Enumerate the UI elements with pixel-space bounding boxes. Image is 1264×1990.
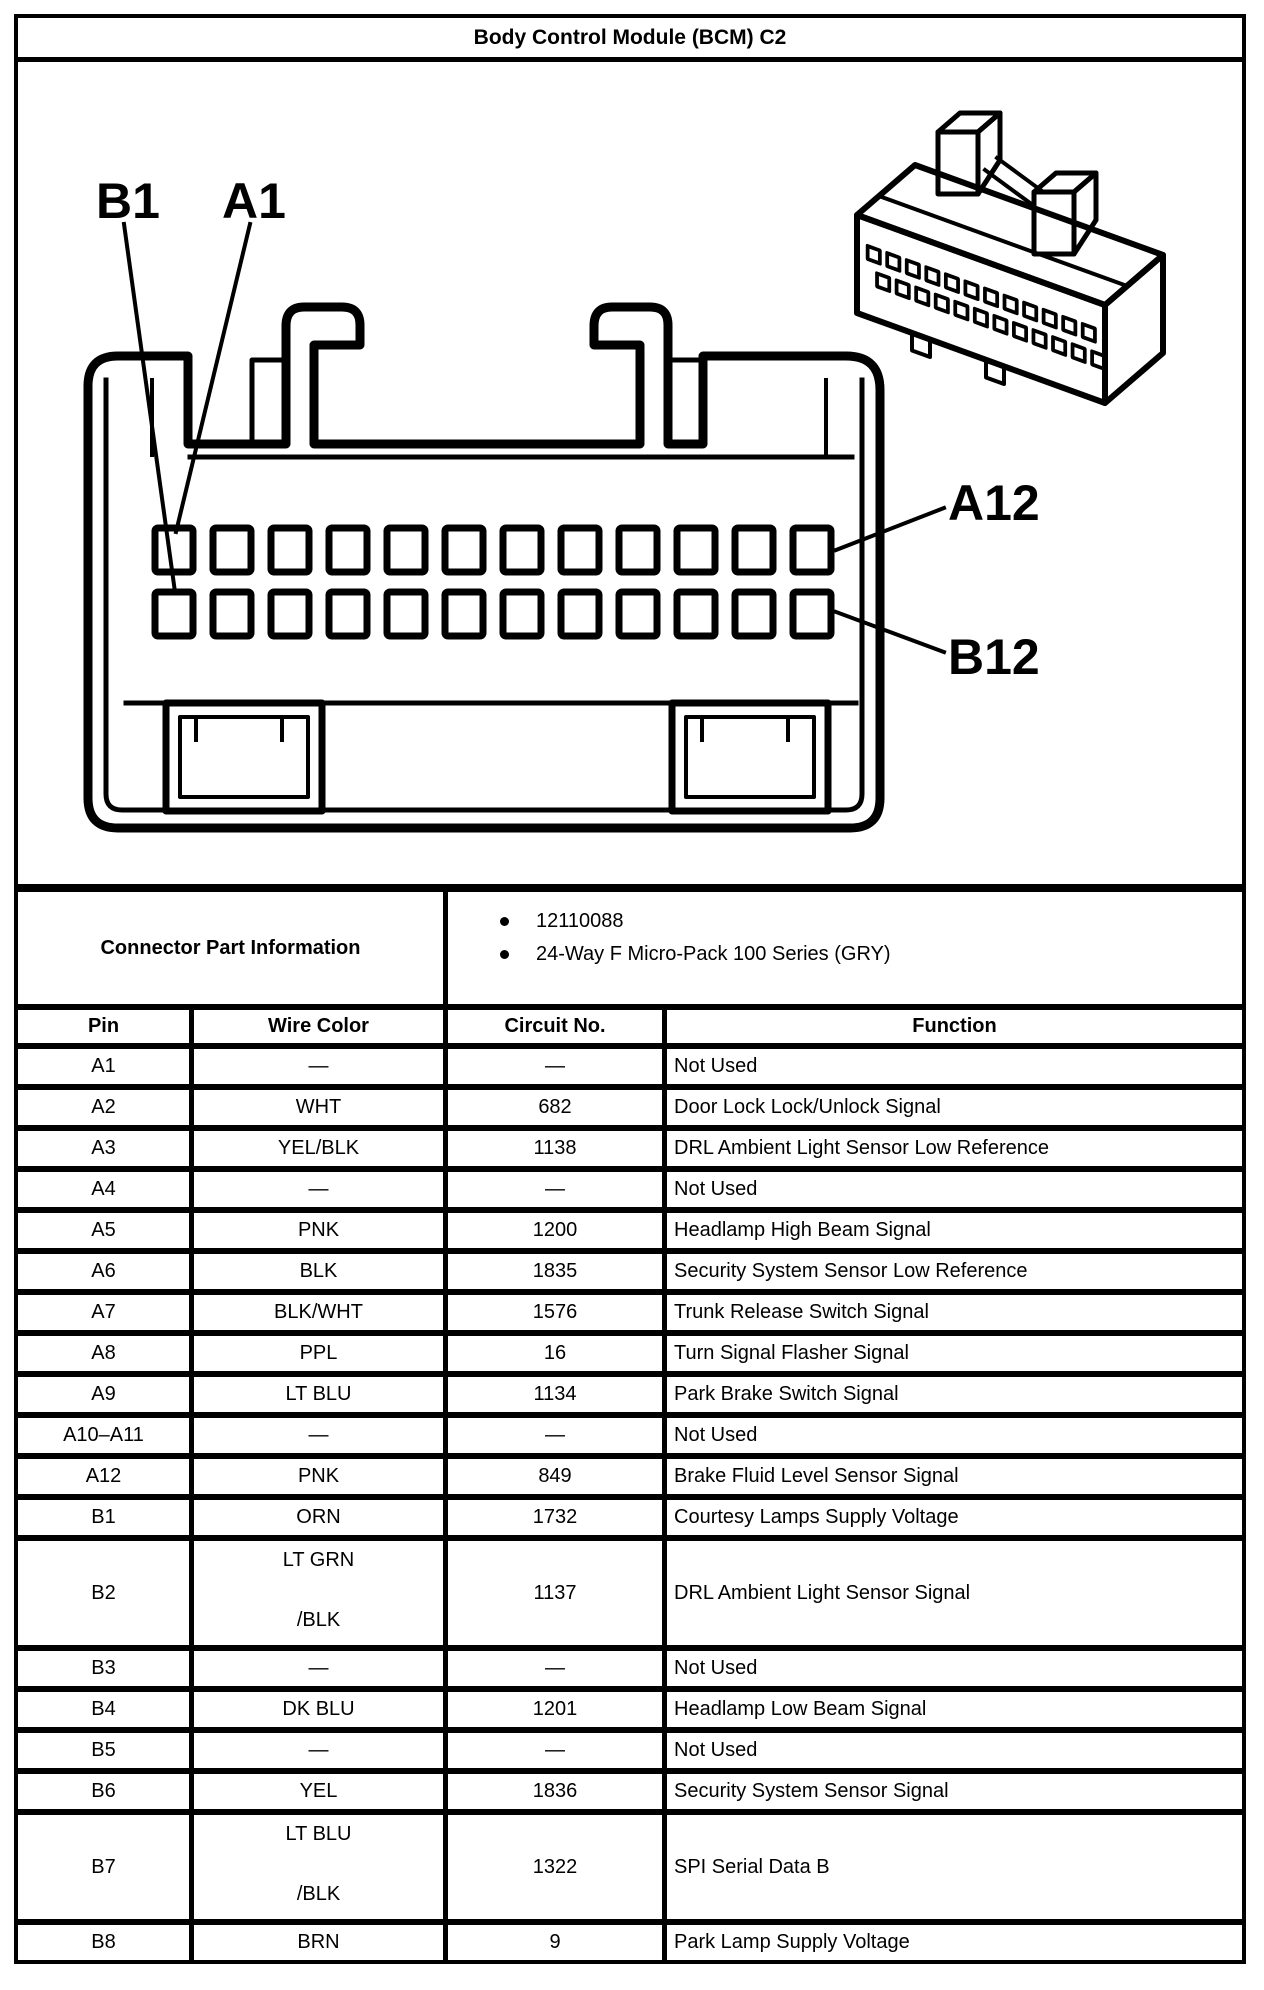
pin-cell: A12 xyxy=(18,1459,194,1494)
circuit-no-cell: — xyxy=(448,1418,667,1453)
wire-color-cell xyxy=(194,1815,448,1919)
circuit-no-cell: — xyxy=(448,1049,667,1084)
wire-color-line1: DK BLU xyxy=(282,1698,355,1720)
wire-color-cell xyxy=(194,1774,448,1809)
circuit-no-cell: 16 xyxy=(448,1336,667,1371)
pin-cell: B5 xyxy=(18,1733,194,1768)
pin-cell: A3 xyxy=(18,1131,194,1166)
pin-cell: A9 xyxy=(18,1377,194,1412)
table-row xyxy=(18,1733,1242,1774)
circuit-no-cell: 1201 xyxy=(448,1692,667,1727)
circuit-no-cell: — xyxy=(448,1651,667,1686)
connector-part-information-values xyxy=(448,892,1242,1004)
wire-color-cell xyxy=(194,1377,448,1412)
circuit-no-cell: 1322 xyxy=(448,1815,667,1919)
wire-color-line2: /BLK xyxy=(296,1609,341,1631)
table-row xyxy=(18,1090,1242,1131)
circuit-no-cell: 682 xyxy=(448,1090,667,1125)
pin-callout-a12: A12 xyxy=(948,475,1040,531)
page-title: Body Control Module (BCM) C2 xyxy=(18,18,1242,62)
table-row xyxy=(18,1541,1242,1651)
header-function: Function xyxy=(912,1015,997,1037)
function-cell: Park Lamp Supply Voltage xyxy=(674,1931,910,1953)
pin-cell: B2 xyxy=(18,1541,194,1645)
connector-diagram-section xyxy=(18,62,1242,892)
function-cell: Turn Signal Flasher Signal xyxy=(674,1342,909,1364)
table-row xyxy=(18,1049,1242,1090)
circuit-no-cell: — xyxy=(448,1733,667,1768)
leader-line-b12 xyxy=(836,612,944,652)
bottom-latch-left xyxy=(166,703,322,811)
table-row xyxy=(18,1418,1242,1459)
wire-color-cell xyxy=(194,1172,448,1207)
wire-color-line1: PPL xyxy=(299,1342,338,1364)
wire-color-line1: LT GRN xyxy=(282,1549,355,1571)
table-row xyxy=(18,1172,1242,1213)
wire-color-cell xyxy=(194,1541,448,1645)
function-cell: Not Used xyxy=(674,1178,758,1200)
function-cell: Park Brake Switch Signal xyxy=(674,1383,899,1405)
pin-row-a xyxy=(155,528,831,572)
wire-color-line1: — xyxy=(308,1178,329,1200)
part-description: 24-Way F Micro-Pack 100 Series (GRY) xyxy=(536,943,891,965)
function-cell: Not Used xyxy=(674,1657,758,1679)
wire-color-cell xyxy=(194,1500,448,1535)
pin-callout-b12: B12 xyxy=(948,629,1040,685)
wire-color-line1: LT BLU xyxy=(285,1823,352,1845)
table-row xyxy=(18,1131,1242,1172)
pin-cell: A8 xyxy=(18,1336,194,1371)
pin-cell: A5 xyxy=(18,1213,194,1248)
circuit-no-cell: 1200 xyxy=(448,1213,667,1248)
page-frame xyxy=(14,14,1246,1964)
wire-color-line1: — xyxy=(308,1424,329,1446)
pin-cell: B3 xyxy=(18,1651,194,1686)
pin-callout-b1: B1 xyxy=(96,173,160,229)
wire-color-cell xyxy=(194,1925,448,1960)
wire-color-line1: PNK xyxy=(297,1219,340,1241)
pin-cell: B8 xyxy=(18,1925,194,1960)
pin-cell: A7 xyxy=(18,1295,194,1330)
table-row xyxy=(18,1925,1242,1960)
wire-color-line2: /BLK xyxy=(296,1883,341,1905)
circuit-no-cell: 1137 xyxy=(448,1541,667,1645)
function-cell: Courtesy Lamps Supply Voltage xyxy=(674,1506,959,1528)
wire-color-line1: YEL/BLK xyxy=(277,1137,360,1159)
header-wire-color: Wire Color xyxy=(194,1010,448,1043)
pin-cell: A10–A11 xyxy=(18,1418,194,1453)
circuit-no-cell: 1138 xyxy=(448,1131,667,1166)
header-circuit-no: Circuit No. xyxy=(448,1010,667,1043)
wire-color-cell xyxy=(194,1131,448,1166)
function-cell: Headlamp High Beam Signal xyxy=(674,1219,931,1241)
pin-cell: A6 xyxy=(18,1254,194,1289)
wire-color-line1: — xyxy=(308,1055,329,1077)
wire-color-line1: WHT xyxy=(295,1096,342,1118)
pin-cell: B1 xyxy=(18,1500,194,1535)
wire-color-line1: ORN xyxy=(296,1506,341,1528)
table-row xyxy=(18,1254,1242,1295)
function-cell: Brake Fluid Level Sensor Signal xyxy=(674,1465,959,1487)
circuit-no-cell: 1836 xyxy=(448,1774,667,1809)
part-number-line xyxy=(500,905,1232,938)
part-description-line xyxy=(500,938,1232,971)
pin-cell: A4 xyxy=(18,1172,194,1207)
table-row xyxy=(18,1500,1242,1541)
wire-color-line1: BRN xyxy=(297,1931,340,1953)
table-row xyxy=(18,1459,1242,1500)
function-cell: DRL Ambient Light Sensor Low Reference xyxy=(674,1137,1050,1159)
connector-part-information-row xyxy=(18,892,1242,1010)
pin-table-header xyxy=(18,1010,1242,1049)
pin-row-b xyxy=(155,592,831,636)
wire-color-line1: BLK xyxy=(299,1260,338,1282)
wire-color-line1: BLK/WHT xyxy=(274,1301,363,1323)
wire-color-cell xyxy=(194,1459,448,1494)
tab1-side-slot xyxy=(252,360,286,444)
function-cell: Not Used xyxy=(674,1055,758,1077)
bottom-latch-right xyxy=(672,703,828,811)
bullet-icon xyxy=(500,917,509,926)
pin-cell: A1 xyxy=(18,1049,194,1084)
wire-color-line1: PNK xyxy=(297,1465,340,1487)
header-pin: Pin xyxy=(18,1010,194,1043)
function-cell: Trunk Release Switch Signal xyxy=(674,1301,929,1323)
circuit-no-cell: 1732 xyxy=(448,1500,667,1535)
wire-color-cell xyxy=(194,1090,448,1125)
part-number: 12110088 xyxy=(536,910,624,932)
table-row xyxy=(18,1295,1242,1336)
circuit-no-cell: 1835 xyxy=(448,1254,667,1289)
table-row xyxy=(18,1377,1242,1418)
wire-color-cell xyxy=(194,1692,448,1727)
function-cell: SPI Serial Data B xyxy=(674,1855,830,1878)
tab2-side-slot xyxy=(668,360,702,444)
function-cell: Headlamp Low Beam Signal xyxy=(674,1698,927,1720)
wire-color-cell xyxy=(194,1418,448,1453)
function-cell: Not Used xyxy=(674,1739,758,1761)
wire-color-cell xyxy=(194,1254,448,1289)
connector-diagram xyxy=(18,62,1242,884)
bullet-icon xyxy=(500,950,509,959)
connector-3d-view xyxy=(857,113,1163,403)
connector-part-information-label: Connector Part Information xyxy=(18,892,448,1004)
pin-cell: B6 xyxy=(18,1774,194,1809)
circuit-no-cell: 849 xyxy=(448,1459,667,1494)
table-row xyxy=(18,1213,1242,1254)
pin-cell: A2 xyxy=(18,1090,194,1125)
function-cell: Security System Sensor Low Reference xyxy=(674,1260,1028,1282)
wire-color-cell xyxy=(194,1651,448,1686)
pin-cell: B4 xyxy=(18,1692,194,1727)
wire-color-line1: LT BLU xyxy=(285,1383,352,1405)
wire-color-cell xyxy=(194,1049,448,1084)
wire-color-line1: — xyxy=(308,1657,329,1679)
table-row xyxy=(18,1336,1242,1377)
table-row xyxy=(18,1651,1242,1692)
wire-color-line1: — xyxy=(308,1739,329,1761)
wire-color-cell xyxy=(194,1733,448,1768)
circuit-no-cell: 1134 xyxy=(448,1377,667,1412)
function-cell: Door Lock Lock/Unlock Signal xyxy=(674,1096,941,1118)
pin-cell: B7 xyxy=(18,1815,194,1919)
function-cell: DRL Ambient Light Sensor Signal xyxy=(674,1581,971,1604)
circuit-no-cell: — xyxy=(448,1172,667,1207)
wire-color-line1: YEL xyxy=(299,1780,338,1802)
function-cell: Not Used xyxy=(674,1424,758,1446)
wire-color-cell xyxy=(194,1336,448,1371)
function-cell: Security System Sensor Signal xyxy=(674,1780,949,1802)
table-row xyxy=(18,1815,1242,1925)
wire-color-cell xyxy=(194,1213,448,1248)
pin-callout-a1: A1 xyxy=(222,173,286,229)
table-row xyxy=(18,1774,1242,1815)
table-row xyxy=(18,1692,1242,1733)
circuit-no-cell: 1576 xyxy=(448,1295,667,1330)
leader-line-b1 xyxy=(124,224,175,592)
circuit-no-cell: 9 xyxy=(448,1925,667,1960)
leader-line-a12 xyxy=(836,508,944,550)
pin-table xyxy=(18,1049,1242,1960)
wire-color-cell xyxy=(194,1295,448,1330)
